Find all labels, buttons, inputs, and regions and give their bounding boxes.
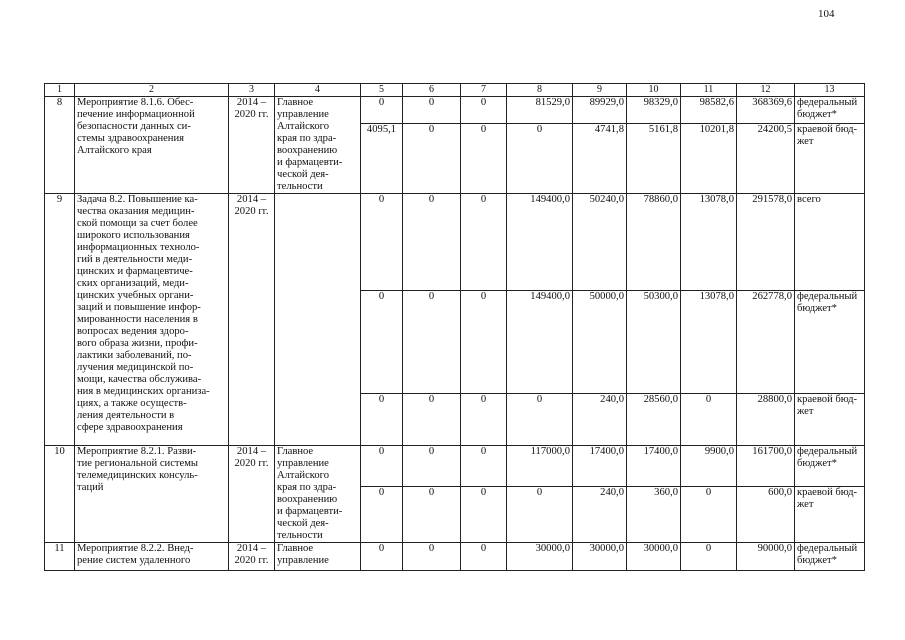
value-cell: 0 [507,486,573,542]
value-cell: 28560,0 [627,394,681,446]
page-number: 104 [818,8,835,20]
value-cell: 50240,0 [573,194,627,291]
value-cell: 0 [361,543,403,571]
funding-source: краевой бюд- жет [795,486,865,542]
value-cell: 0 [461,446,507,487]
value-cell: 368369,6 [737,97,795,124]
value-cell: 81529,0 [507,97,573,124]
table-row [45,446,865,487]
value-cell: 9900,0 [681,446,737,487]
column-header: 1 [45,84,75,97]
funding-source: всего [795,194,865,291]
period-cell: 2014 – 2020 гг. [229,446,275,543]
column-header: 4 [275,84,361,97]
funding-source: краевой бюд- жет [795,124,865,194]
value-cell: 0 [461,124,507,194]
executor-cell: Главное управление Алтайского края по здра- воохранению и фармацевти- ческой дея- тельности [275,446,361,543]
row-number: 10 [45,446,75,543]
executor-cell [275,194,361,446]
value-cell: 78860,0 [627,194,681,291]
table-row [45,194,865,291]
value-cell: 0 [403,543,461,571]
funding-source: федеральный бюджет* [795,291,865,394]
column-header: 3 [229,84,275,97]
column-header: 8 [507,84,573,97]
funding-source: федеральный бюджет* [795,97,865,124]
period-cell: 2014 – 2020 гг. [229,194,275,446]
measure-name: Мероприятие 8.2.1. Разви- тие региональной системы телемедицинских консуль- таций [75,446,229,543]
value-cell: 117000,0 [507,446,573,487]
value-cell: 30000,0 [573,543,627,571]
value-cell: 0 [461,291,507,394]
value-cell: 149400,0 [507,194,573,291]
value-cell: 0 [403,124,461,194]
value-cell: 0 [403,97,461,124]
value-cell: 5161,8 [627,124,681,194]
value-cell: 0 [461,194,507,291]
funding-source: федеральный бюджет* [795,446,865,487]
table-row [45,543,865,571]
value-cell: 0 [403,194,461,291]
column-header: 10 [627,84,681,97]
value-cell: 0 [403,446,461,487]
column-header: 7 [461,84,507,97]
funding-source: федеральный бюджет* [795,543,865,571]
column-header: 13 [795,84,865,97]
column-header-row [45,84,865,97]
value-cell: 13078,0 [681,194,737,291]
value-cell: 0 [361,446,403,487]
budget-table [44,83,865,571]
value-cell: 50300,0 [627,291,681,394]
column-header: 6 [403,84,461,97]
value-cell: 4095,1 [361,124,403,194]
value-cell: 98329,0 [627,97,681,124]
value-cell: 161700,0 [737,446,795,487]
value-cell: 0 [681,486,737,542]
value-cell: 0 [403,486,461,542]
value-cell: 0 [361,97,403,124]
column-header: 12 [737,84,795,97]
period-cell: 2014 – 2020 гг. [229,97,275,194]
value-cell: 291578,0 [737,194,795,291]
period-cell: 2014 – 2020 гг. [229,543,275,571]
value-cell: 28800,0 [737,394,795,446]
value-cell: 0 [681,394,737,446]
value-cell: 240,0 [573,394,627,446]
value-cell: 98582,6 [681,97,737,124]
value-cell: 89929,0 [573,97,627,124]
value-cell: 262778,0 [737,291,795,394]
value-cell: 17400,0 [627,446,681,487]
row-number: 8 [45,97,75,194]
value-cell: 600,0 [737,486,795,542]
row-number: 11 [45,543,75,571]
row-number: 9 [45,194,75,446]
executor-cell: Главное управление [275,543,361,571]
task-name: Задача 8.2. Повышение ка- чества оказания медицин- ской помощи за счет более широкого использования информационных техноло- гий в деятельности меди- цинских и фармацевтиче- ских организаций, меди- цинских учебных органи- заций и повышение инфор- мированности населения в вопросах ведения здоро- вого образа жизни, профи- лактики заболеваний, по- лучения медицинской по- мощи, качества обслужива- ния в медицинских организа- циях, а также осуществ- ления деятельности в сфере здравоохранения [75,194,229,446]
value-cell: 24200,5 [737,124,795,194]
value-cell: 360,0 [627,486,681,542]
value-cell: 17400,0 [573,446,627,487]
value-cell: 0 [361,394,403,446]
value-cell: 0 [681,543,737,571]
value-cell: 4741,8 [573,124,627,194]
column-header: 11 [681,84,737,97]
value-cell: 0 [361,194,403,291]
value-cell: 0 [461,486,507,542]
value-cell: 0 [461,543,507,571]
value-cell: 149400,0 [507,291,573,394]
value-cell: 0 [461,97,507,124]
value-cell: 0 [461,394,507,446]
funding-source: краевой бюд- жет [795,394,865,446]
executor-cell: Главное управление Алтайского края по здра- воохранению и фармацевти- ческой дея- тельности [275,97,361,194]
value-cell: 0 [403,291,461,394]
measure-name: Мероприятие 8.1.6. Обес- печение информационной безопасности данных си- стемы здравоохранения Алтайского края [75,97,229,194]
value-cell: 0 [507,394,573,446]
value-cell: 13078,0 [681,291,737,394]
value-cell: 0 [361,291,403,394]
column-header: 2 [75,84,229,97]
value-cell: 90000,0 [737,543,795,571]
column-header: 9 [573,84,627,97]
value-cell: 50000,0 [573,291,627,394]
value-cell: 10201,8 [681,124,737,194]
value-cell: 0 [361,486,403,542]
value-cell: 0 [507,124,573,194]
column-header: 5 [361,84,403,97]
value-cell: 30000,0 [507,543,573,571]
value-cell: 30000,0 [627,543,681,571]
value-cell: 240,0 [573,486,627,542]
value-cell: 0 [403,394,461,446]
table-row [45,97,865,124]
measure-name: Мероприятие 8.2.2. Внед- рение систем удаленного [75,543,229,571]
